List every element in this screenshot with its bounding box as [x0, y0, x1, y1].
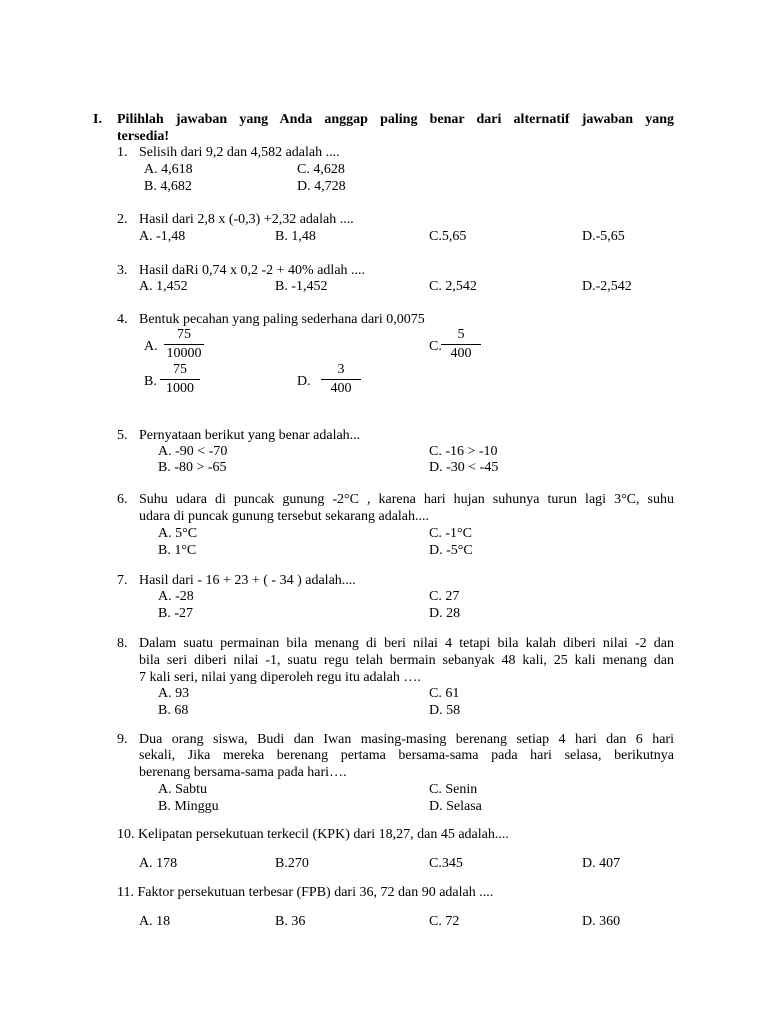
option-a: A. -1,48	[139, 229, 186, 244]
section-instruction-line1: Pilihlah jawaban yang Anda anggap paling benar dari alternatif jawaban yang	[117, 112, 674, 127]
option-b: B. -1,452	[275, 279, 328, 294]
question-text-line3: berenang bersama-sama pada hari….	[139, 765, 347, 780]
option-c: C.345	[429, 856, 463, 871]
option-b: B. 1°C	[158, 543, 197, 558]
option-d-letter: D.	[297, 374, 311, 389]
question-text: Hasil daRi 0,74 x 0,2 -2 + 40% adlah ....	[139, 263, 366, 278]
option-a: A. 178	[139, 856, 178, 871]
option-a: A. 1,452	[139, 279, 188, 294]
option-b: B. Minggu	[158, 799, 219, 814]
option-c: C. 27	[429, 589, 460, 604]
question-number: 9.	[117, 732, 128, 747]
option-c: C. Senin	[429, 782, 478, 797]
option-d: D. 407	[582, 856, 621, 871]
option-c: C. 61	[429, 686, 460, 701]
option-a: A. 4,618	[144, 162, 193, 177]
question-text-line3: 7 kali seri, nilai yang diperoleh regu itu adalah ….	[139, 670, 421, 685]
option-d: D. 360	[582, 914, 621, 929]
question-text: Hasil dari 2,8 x (-0,3) +2,32 adalah ....	[139, 212, 354, 227]
fraction-numerator: 75	[173, 362, 187, 377]
question-text-line1: Suhu udara di puncak gunung -2°C , karena hari hujan suhunya turun lagi 3°C, suhu	[139, 492, 674, 507]
option-b: B. 4,682	[144, 179, 192, 194]
option-c: C.5,65	[429, 229, 467, 244]
option-d-fraction	[315, 362, 367, 397]
option-b: B.270	[275, 856, 309, 871]
question-number: 5.	[117, 428, 128, 443]
option-d: D. -5°C	[429, 543, 473, 558]
question-text: Pernyataan berikut yang benar adalah...	[139, 428, 361, 443]
question-number: 6.	[117, 492, 128, 507]
question-number: 11.	[117, 885, 134, 900]
fraction-denominator: 400	[330, 381, 352, 396]
option-b: B. -80 > -65	[158, 460, 227, 475]
option-a: A. Sabtu	[158, 782, 207, 797]
option-d: D. -30 < -45	[429, 460, 499, 475]
fraction-bar	[321, 379, 361, 380]
option-c: C. 72	[429, 914, 460, 929]
question-text-line1: Dua orang siswa, Budi dan Iwan masing-masing berenang setiap 4 hari dan 6 hari	[139, 732, 674, 747]
option-c: C. -1°C	[429, 526, 472, 541]
option-a: A. 5°C	[158, 526, 198, 541]
question-text	[117, 884, 493, 901]
option-b: B. 36	[275, 914, 306, 929]
option-b: B. 68	[158, 703, 189, 718]
section-instruction-line2: tersedia!	[117, 129, 170, 144]
question-number: 2.	[117, 212, 128, 227]
section-number: I.	[93, 112, 102, 127]
question-number: 7.	[117, 573, 128, 588]
question-number: 10.	[117, 827, 135, 842]
fraction-denominator: 1000	[166, 381, 194, 396]
option-b: B. -27	[158, 606, 193, 621]
option-c: C. 2,542	[429, 279, 477, 294]
option-c: C. 4,628	[297, 162, 345, 177]
option-d: D.-5,65	[582, 229, 625, 244]
option-d: D. 4,728	[297, 179, 346, 194]
question-number: 1.	[117, 145, 128, 160]
option-d: D.-2,542	[582, 279, 632, 294]
fraction-denominator: 400	[450, 346, 472, 361]
option-a: A. -90 < -70	[158, 444, 228, 459]
fraction-denominator: 10000	[166, 346, 202, 361]
option-a: A. -28	[158, 589, 194, 604]
question-number: 3.	[117, 263, 128, 278]
question-number: 8.	[117, 636, 128, 651]
option-d: D. 58	[429, 703, 461, 718]
question-number: 4.	[117, 312, 128, 327]
option-b-fraction	[154, 362, 206, 397]
option-c-letter: C.	[429, 339, 442, 354]
fraction-bar	[164, 344, 204, 345]
fraction-numerator: 75	[177, 327, 191, 342]
question-text-line2: udara di puncak gunung tersebut sekarang adalah....	[139, 509, 430, 524]
question-text-body: Faktor persekutuan terbesar (FPB) dari 36, 72 dan 90 adalah ....	[137, 885, 494, 900]
option-a-letter: A.	[144, 339, 158, 354]
question-text	[117, 826, 509, 843]
question-text: Hasil dari - 16 + 23 + ( - 34 ) adalah....	[139, 573, 356, 588]
option-c-fraction	[435, 327, 487, 362]
option-b-letter: B.	[144, 374, 157, 389]
fraction-bar	[160, 379, 200, 380]
option-a: A. 93	[158, 686, 190, 701]
question-text: Bentuk pecahan yang paling sederhana dari 0,0075	[139, 312, 425, 327]
question-text-line2: bila seri diberi nilai -1, suatu regu telah bermain sebanyak 48 kali, 25 kali menang dan	[139, 653, 674, 668]
question-text-body: Kelipatan persekutuan terkecil (KPK) dari 18,27, dan 45 adalah....	[138, 827, 509, 842]
option-a: A. 18	[139, 914, 171, 929]
fraction-numerator: 3	[337, 362, 345, 377]
question-text: Selisih dari 9,2 dan 4,582 adalah ....	[139, 145, 340, 160]
option-c: C. -16 > -10	[429, 444, 498, 459]
option-b: B. 1,48	[275, 229, 316, 244]
option-d: D. Selasa	[429, 799, 482, 814]
option-a-fraction	[158, 327, 210, 362]
fraction-bar	[441, 344, 481, 345]
fraction-numerator: 5	[457, 327, 465, 342]
option-d: D. 28	[429, 606, 461, 621]
question-text-line2: sekali, Jika mereka berenang pertama bersama-sama pada hari selasa, berikutnya	[139, 748, 674, 763]
question-text-line1: Dalam suatu permainan bila menang di beri nilai 4 tetapi bila kalah diberi nilai -2 dan	[139, 636, 674, 651]
